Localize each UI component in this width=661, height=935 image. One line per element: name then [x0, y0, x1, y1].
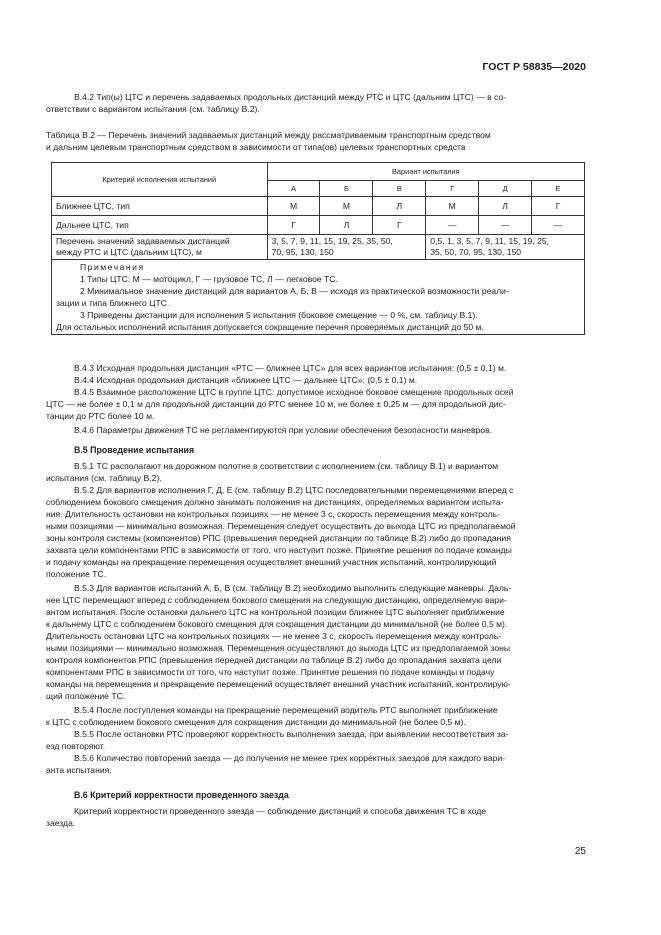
- text-line: и дальним целевым транспортным средством в зависимости от типа(ов) целевых транспортных средств: [46, 142, 466, 152]
- text-line: В.4.4 Исходная продольная дистанция «ближнее ЦТС — дальнее ЦТС»: (0,5 ± 0,1) м.: [74, 375, 418, 385]
- table-row-far: [52, 216, 585, 235]
- table-notes: [52, 260, 585, 335]
- text-line: 0,5, 1, 3, 5, 7, 9, 11, 15, 19, 25,: [430, 236, 550, 246]
- text-line: Критерий корректности проведенного заезда — соблюдение дистанций и способа движения ТС в ходе: [74, 806, 487, 816]
- text-line: В.5.1 ТС располагают на дорожном полотне в соответствии с исполнением (см. таблицу В.1) и вариантом: [74, 461, 499, 471]
- para-b6: [46, 805, 616, 829]
- text-line: ответствии с вариантом испытания (см. таблицу В.2).: [46, 104, 260, 114]
- cell-gde: [426, 235, 585, 260]
- cell: М: [320, 197, 373, 216]
- note-line: 1 Типы ЦТС: М — мотоцикл, Г — грузовое ТС, Л — легковое ТС.: [80, 274, 338, 284]
- note-line: Для остальных исполнений испытания допускается сокращение перечня проверяемых дистанций до 50 м.: [56, 322, 484, 332]
- section-heading-b6: В.6 Критерий корректности проведенного заезда: [74, 790, 289, 800]
- cell-abc: [267, 235, 426, 260]
- cell: Г: [267, 216, 320, 235]
- text-line: положение ТС.: [46, 569, 107, 579]
- text-line: зоны контроля системы (компонентов) РПС (превышения передней дистанции по таблице В.2) либо до пропадания: [46, 533, 511, 543]
- text-line: захвата цели компонентами РПС в зависимости от того, что наступит позже. Принятие решения по подаче команды: [46, 545, 512, 555]
- para-b45: [46, 386, 616, 422]
- cell: —: [479, 216, 532, 235]
- text-line: В.4.5 Взаимное расположение ЦТС в группе ЦТС: допустимое исходное боковое смещение продольных осей: [74, 387, 514, 397]
- distances-table: [51, 162, 585, 335]
- text-line: Таблица В.2 — Перечень значений задаваемых дистанций между рассматриваемым транспортным средством: [46, 130, 491, 140]
- text-line: 35, 50, 70, 95, 130, 150: [430, 247, 522, 257]
- text-line: В.5.5 После остановки РТС проверяют корректность выполнения заезда, при выявлении несоответствия за-: [74, 729, 509, 739]
- row-label: Ближнее ЦТС, тип: [52, 197, 268, 216]
- text-line: ния. Длительность остановки на контрольных позициях — не менее 3 с, скорость перемещения между контроль-: [46, 509, 500, 519]
- text-line: В.4.3 Исходная продольная дистанция «РТС — ближнее ЦТС» для всех вариантов испытания: (0,5 ± 0,1) м.: [74, 363, 507, 373]
- text-line: испытания (см. таблицу В.2).: [46, 473, 162, 483]
- para-b55: [46, 728, 616, 752]
- para-b42: [46, 91, 616, 115]
- variant-e: Е: [532, 181, 585, 197]
- para-b51: [46, 460, 616, 484]
- row-label: [52, 235, 268, 260]
- text-line: Длительность остановки ЦТС на контрольных позициях — не менее 3 с, скорость перемещения между контроль-: [46, 631, 502, 641]
- notes-title: Примечания: [80, 262, 145, 272]
- cell: М: [267, 197, 320, 216]
- text-line: 70, 95, 130, 150: [271, 247, 334, 257]
- text-line: езд повторяют.: [46, 741, 106, 751]
- table-criterion-header: Критерий исполнения испытаний: [52, 163, 268, 197]
- para-b52: [46, 484, 616, 580]
- doc-header: ГОСТ Р 58835—2020: [482, 61, 586, 73]
- text-line: В.5.3 Для вариантов испытаний А, Б, В (см. таблицу В.2) необходимо выполнить следующие маневры. Даль-: [74, 583, 512, 593]
- text-line: компонентами РПС в зависимости от того, что наступит позже. Принятие решения по подаче команды и подачу: [46, 667, 495, 677]
- variant-g: Г: [426, 181, 479, 197]
- variant-b: Б: [320, 181, 373, 197]
- para-b43: [46, 362, 616, 374]
- text-line: В.4.2 Тип(ы) ЦТС и перечень задаваемых продольных дистанций между РТС и ЦТС (дальним ЦТС) — в со-: [74, 92, 507, 102]
- variant-a: А: [267, 181, 320, 197]
- para-b44: [46, 374, 616, 386]
- table-caption: [46, 129, 616, 153]
- table-row-list: [52, 235, 585, 260]
- text-line: В.5.6 Количество повторений заезда — до получения не менее трех корректных заездов для каждого вари-: [74, 753, 506, 763]
- cell: М: [426, 197, 479, 216]
- cell: Л: [479, 197, 532, 216]
- table-notes-row: [52, 260, 585, 335]
- text-line: антом испытания. После остановки дальнего ЦТС на контрольной позиции ближнее ЦТС выполняет приближение: [46, 607, 505, 617]
- para-b56: [46, 752, 616, 776]
- cell: Л: [373, 197, 426, 216]
- text-line: команды на перемещения и прекращение перемещений осуществляет внешний участник испытаний, контролирую-: [46, 679, 511, 689]
- variant-d: Д: [479, 181, 532, 197]
- row-label: Дальнее ЦТС, тип: [52, 216, 268, 235]
- text-line: к ЦТС с соблюдением бокового смещения для сокращения дистанции до минимальной (не более 0,5 м).: [46, 717, 466, 727]
- note-line: 3 Приведены дистанции для исполнения 5 испытания (боковое смещение — 0 %, см. таблицу В.1).: [80, 310, 478, 320]
- text-line: заезда.: [46, 818, 76, 828]
- para-b53: [46, 582, 616, 702]
- variant-v: В: [373, 181, 426, 197]
- cell: —: [426, 216, 479, 235]
- text-line: контроля компонентов РПС (превышения передней дистанции по таблице В.2) либо до пропадания захвата цели: [46, 655, 502, 665]
- text-line: соблюдением бокового смещения должно занимать положения на дистанциях, определяемых вариантом испыта-: [46, 497, 504, 507]
- text-line: и подачу команды на прекращение перемещения осуществляет внешний участник испытаний, контролирующий: [46, 557, 497, 567]
- text-line: к дальнему ЦТС с соблюдением бокового смещения для сокращения дистанции до минимальной (не более 0,5 м).: [46, 619, 508, 629]
- text-line: ными позициями — минимально возможная. Перемещения осуществляют до выхода ЦТС из предполагаемой зоны: [46, 643, 511, 653]
- text-line: В.4.6 Параметры движения ТС не регламентируются при условии обеспечения безопасности маневров.: [74, 425, 493, 435]
- text-line: ными позициями — минимально возможная. Перемещения следует осуществить до выхода ЦТС из предполагаемой: [46, 521, 516, 531]
- text-line: ЦТС — не более ± 0,1 м для продольной дистанции до РТС менее 10 м, не более ± 0,25 м — для продольной дис-: [46, 399, 506, 409]
- text-line: 3, 5, 7, 9, 11, 15, 19, 25, 35, 50,: [271, 236, 393, 246]
- table-variant-header: Вариант испытания: [267, 163, 584, 181]
- text-line: щий положение ТС.: [46, 691, 126, 701]
- text-line: нее ЦТС перемещают вперед с соблюдением бокового смещения на следующую дистанцию, определяемую вари-: [46, 595, 507, 605]
- text-line: между РТС и ЦТС (дальним ЦТС), м: [56, 247, 202, 257]
- text-line: танции до РТС более 10 м.: [46, 411, 155, 421]
- para-b46: [46, 424, 616, 436]
- cell: Г: [373, 216, 426, 235]
- text-line: В.5.4 После поступления команды на прекращение перемещений водитель РТС выполняет приближение: [74, 705, 498, 715]
- section-heading-b5: В.5 Проведение испытания: [74, 445, 195, 455]
- table-row-near: [52, 197, 585, 216]
- text-line: В.5.2 Для вариантов исполнения Г, Д, Е (см. таблицу В.2) ЦТС последовательными перемещениями вперед с: [74, 485, 514, 495]
- cell: Л: [320, 216, 373, 235]
- cell: Г: [532, 197, 585, 216]
- page-number: 25: [574, 846, 586, 857]
- para-b54: [46, 704, 616, 728]
- cell: —: [532, 216, 585, 235]
- note-line: зации и типа ближнего ЦТС.: [56, 298, 170, 308]
- text-line: Перечень значений задаваемых дистанций: [56, 236, 230, 246]
- text-line: анта испытания.: [46, 765, 112, 775]
- note-line: 2 Минимальное значение дистанций для вариантов А, Б, В — исходя из практической возможности реали-: [80, 286, 509, 296]
